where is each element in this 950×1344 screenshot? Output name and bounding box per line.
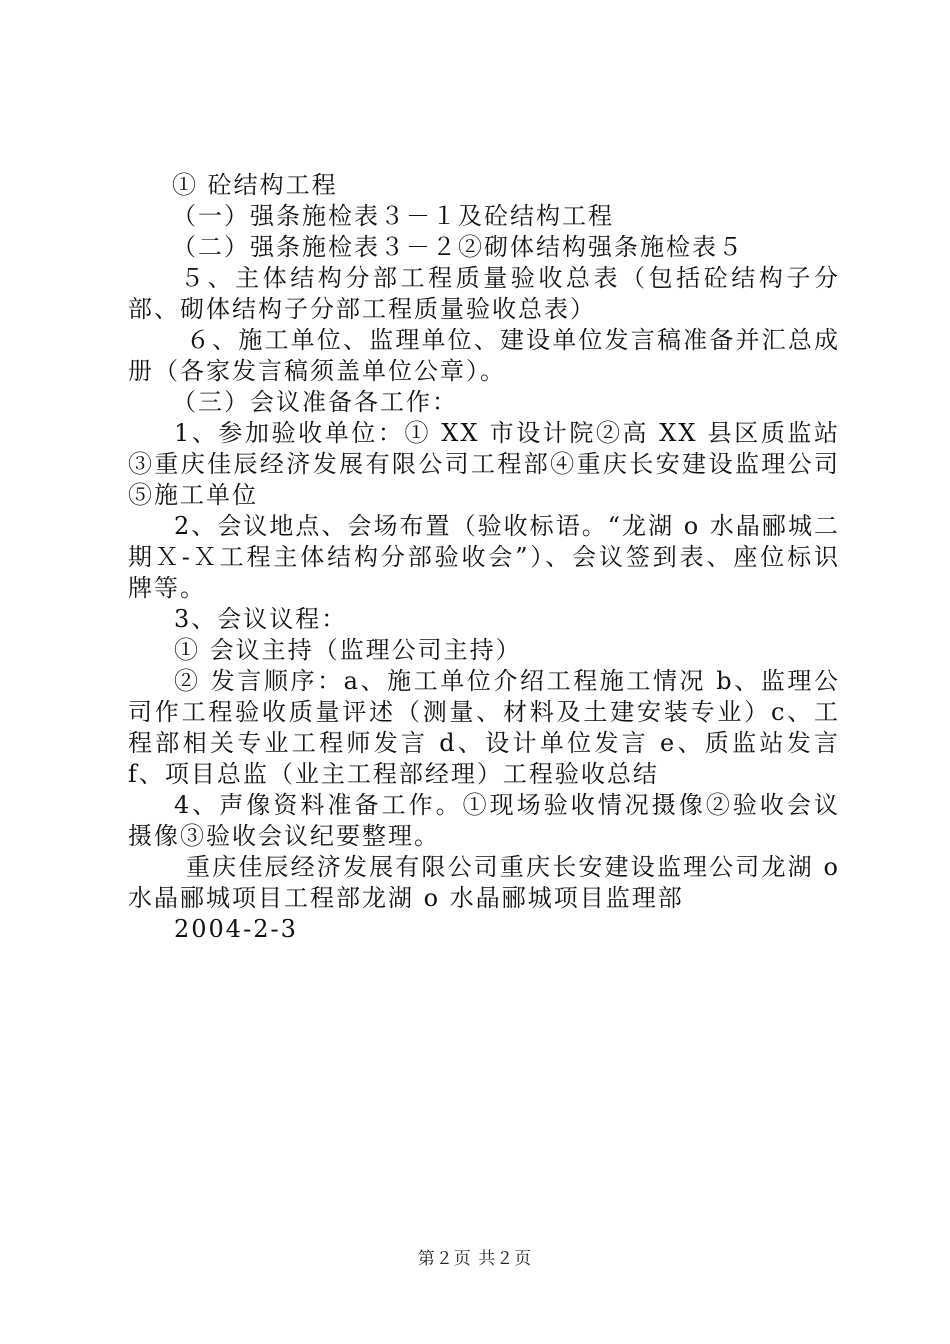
paragraph-meeting-agenda: 3、会议议程： <box>174 605 348 633</box>
paragraph-meeting-venue: 2、会议地点、会场布置（验收标语。“龙湖 o 水晶郦城二期Ｘ-Ｘ工程主体结构分部验收会”）、会议签到表、座位标识牌等。 <box>128 512 840 602</box>
paragraph-audio-video: 4、声像资料准备工作。①现场验收情况摄像②验收会议摄像③验收会议纪要整理。 <box>128 791 840 850</box>
paragraph-participating-units: 1、参加验收单位：① XX 市设计院②高 XX 县区质监站③重庆佳辰经济发展有限公司工程部④重庆长安建设监理公司⑤施工单位 <box>128 419 840 509</box>
paragraph-concrete-structure: ① 砼结构工程 <box>172 171 338 199</box>
document-date: 2004-2-3 <box>174 915 298 943</box>
paragraph-checklist-3-2: （二）强条施检表３－２②砌体结构强条施检表５ <box>172 233 744 261</box>
paragraph-meeting-prep-heading: （三）会议准备各工作： <box>172 388 458 416</box>
page-footer <box>0 1244 950 1269</box>
page-number: 第２页 共２页 <box>417 1249 533 1269</box>
paragraph-speaking-order: ② 发言顺序：a、施工单位介绍工程施工情况 b、监理公司作工程验收质量评述（测量、材料及土建安装专业）c、工程部相关专业工程师发言 d、设计单位发言 e、质监站发言 f、项目总监（业主工程部经理）工程验收总结 <box>128 667 850 788</box>
document-body <box>128 170 850 945</box>
paragraph-meeting-host: ① 会议主持（监理公司主持） <box>174 636 522 664</box>
paragraph-item-6: ６、施工单位、监理单位、建设单位发言稿准备并汇总成册（各家发言稿须盖单位公章）。 <box>128 326 840 385</box>
paragraph-checklist-3-1: （一）强条施检表３－１及砼结构工程 <box>172 202 614 230</box>
paragraph-item-5: ５、主体结构分部工程质量验收总表（包括砼结构子分部、砌体结构子分部工程质量验收总表） <box>128 264 840 323</box>
paragraph-signatories: 重庆佳辰经济发展有限公司重庆长安建设监理公司龙湖 o 水晶郦城项目工程部龙湖 o 水晶郦城项目监理部 <box>128 853 850 912</box>
